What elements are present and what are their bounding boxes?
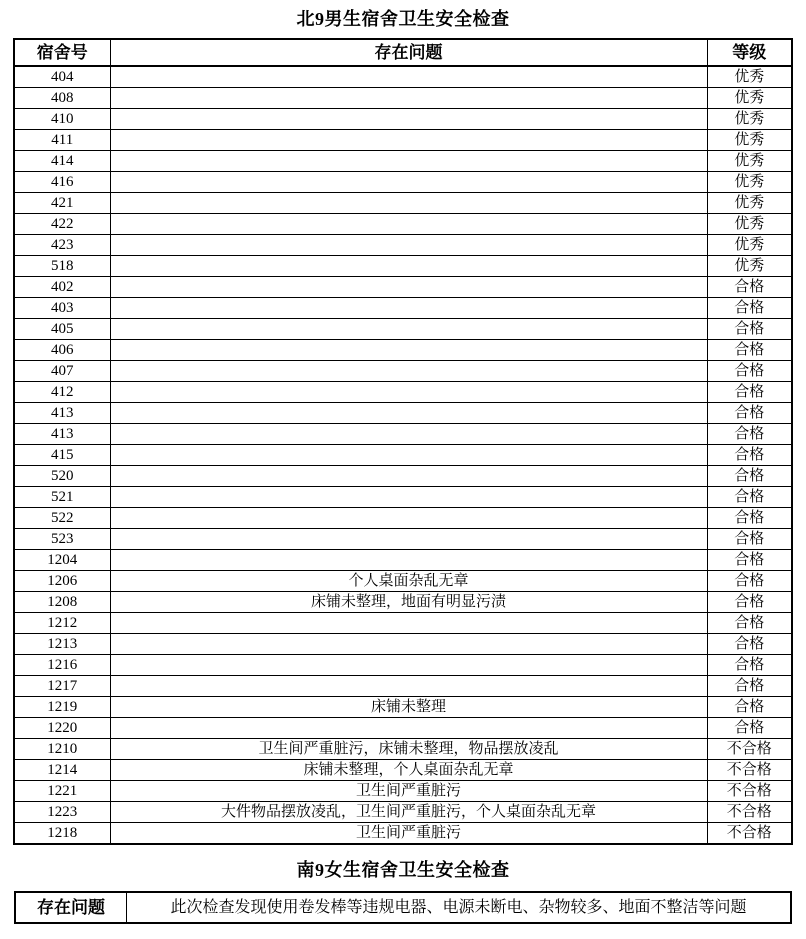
room-number-cell: 1208 xyxy=(14,592,110,613)
table-row xyxy=(14,88,792,109)
problem-cell xyxy=(110,634,707,655)
grade-cell: 合格 xyxy=(707,697,792,718)
room-number-cell: 1223 xyxy=(14,802,110,823)
room-number-cell: 403 xyxy=(14,298,110,319)
grade-cell: 合格 xyxy=(707,340,792,361)
room-number-cell: 404 xyxy=(14,66,110,88)
room-number-cell: 414 xyxy=(14,151,110,172)
grade-cell: 优秀 xyxy=(707,193,792,214)
table-row xyxy=(14,361,792,382)
problem-cell: 卫生间严重脏污，床铺未整理，物品摆放凌乱 xyxy=(110,739,707,760)
problem-cell: 床铺未整理，个人桌面杂乱无章 xyxy=(110,760,707,781)
table-row xyxy=(14,256,792,277)
room-number-cell: 406 xyxy=(14,340,110,361)
room-number-cell: 1204 xyxy=(14,550,110,571)
inspection-table-body xyxy=(14,66,792,844)
grade-cell: 合格 xyxy=(707,403,792,424)
room-number-cell: 1210 xyxy=(14,739,110,760)
room-number-cell: 402 xyxy=(14,277,110,298)
problem-cell xyxy=(110,256,707,277)
room-number-cell: 1217 xyxy=(14,676,110,697)
grade-cell: 合格 xyxy=(707,424,792,445)
column-header-grade: 等级 xyxy=(707,39,792,66)
grade-cell: 合格 xyxy=(707,529,792,550)
grade-cell: 不合格 xyxy=(707,823,792,845)
problem-cell xyxy=(110,235,707,256)
room-number-cell: 405 xyxy=(14,319,110,340)
room-number-cell: 520 xyxy=(14,466,110,487)
table-row xyxy=(14,739,792,760)
table-row xyxy=(14,508,792,529)
grade-cell: 优秀 xyxy=(707,214,792,235)
table-row xyxy=(14,760,792,781)
grade-cell: 合格 xyxy=(707,445,792,466)
grade-cell: 优秀 xyxy=(707,109,792,130)
table-row xyxy=(14,529,792,550)
table-row xyxy=(14,466,792,487)
table-row xyxy=(14,718,792,739)
problem-cell xyxy=(110,382,707,403)
problem-cell xyxy=(110,193,707,214)
grade-cell: 合格 xyxy=(707,361,792,382)
table-row xyxy=(14,424,792,445)
problem-cell xyxy=(110,718,707,739)
problem-cell xyxy=(110,298,707,319)
problem-cell xyxy=(110,277,707,298)
table-row xyxy=(14,697,792,718)
problem-cell: 个人桌面杂乱无章 xyxy=(110,571,707,592)
problem-cell xyxy=(110,655,707,676)
problem-cell xyxy=(110,172,707,193)
room-number-cell: 1214 xyxy=(14,760,110,781)
problem-cell xyxy=(110,676,707,697)
table-row xyxy=(14,823,792,845)
table-row xyxy=(14,340,792,361)
table-row xyxy=(14,487,792,508)
grade-cell: 合格 xyxy=(707,277,792,298)
grade-cell: 优秀 xyxy=(707,88,792,109)
table-row xyxy=(14,235,792,256)
grade-cell: 不合格 xyxy=(707,739,792,760)
problem-cell xyxy=(110,424,707,445)
problem-cell xyxy=(110,130,707,151)
table-row xyxy=(14,655,792,676)
problem-cell xyxy=(110,445,707,466)
room-number-cell: 422 xyxy=(14,214,110,235)
room-number-cell: 1221 xyxy=(14,781,110,802)
room-number-cell: 421 xyxy=(14,193,110,214)
grade-cell: 合格 xyxy=(707,571,792,592)
table-row xyxy=(14,613,792,634)
problem-cell xyxy=(110,214,707,235)
grade-cell: 优秀 xyxy=(707,256,792,277)
grade-cell: 优秀 xyxy=(707,235,792,256)
grade-cell: 优秀 xyxy=(707,66,792,88)
table-row xyxy=(14,592,792,613)
table-row xyxy=(14,403,792,424)
grade-cell: 优秀 xyxy=(707,151,792,172)
grade-cell: 不合格 xyxy=(707,781,792,802)
grade-cell: 不合格 xyxy=(707,802,792,823)
table1-title: 北9男生宿舍卫生安全检查 xyxy=(296,9,510,29)
problem-cell xyxy=(110,88,707,109)
grade-cell: 合格 xyxy=(707,487,792,508)
room-number-cell: 1220 xyxy=(14,718,110,739)
summary-content-cell: 此次检查发现使用卷发棒等违规电器、电源未断电、杂物较多、地面不整洁等问题 xyxy=(127,892,792,923)
room-number-cell: 415 xyxy=(14,445,110,466)
grade-cell: 合格 xyxy=(707,382,792,403)
problem-cell xyxy=(110,361,707,382)
room-number-cell: 1212 xyxy=(14,613,110,634)
room-number-cell: 411 xyxy=(14,130,110,151)
column-header-problem: 存在问题 xyxy=(110,39,707,66)
grade-cell: 合格 xyxy=(707,655,792,676)
table-row xyxy=(14,172,792,193)
table2-title: 南9女生宿舍卫生安全检查 xyxy=(296,860,510,880)
problem-cell xyxy=(110,109,707,130)
table-row xyxy=(14,66,792,88)
room-number-cell: 1218 xyxy=(14,823,110,845)
column-header-room: 宿舍号 xyxy=(14,39,110,66)
problem-cell xyxy=(110,403,707,424)
problem-cell xyxy=(110,529,707,550)
problem-cell: 床铺未整理，地面有明显污渍 xyxy=(110,592,707,613)
grade-cell: 优秀 xyxy=(707,130,792,151)
grade-cell: 优秀 xyxy=(707,172,792,193)
table-row xyxy=(14,445,792,466)
problem-cell: 大件物品摆放凌乱，卫生间严重脏污，个人桌面杂乱无章 xyxy=(110,802,707,823)
grade-cell: 合格 xyxy=(707,676,792,697)
table-row xyxy=(14,382,792,403)
table-row xyxy=(14,214,792,235)
table-row xyxy=(14,277,792,298)
table-row xyxy=(14,550,792,571)
grade-cell: 合格 xyxy=(707,613,792,634)
table-row xyxy=(14,151,792,172)
table-row xyxy=(14,634,792,655)
problem-cell xyxy=(110,466,707,487)
summary-table xyxy=(14,891,792,924)
room-number-cell: 1219 xyxy=(14,697,110,718)
room-number-cell: 1213 xyxy=(14,634,110,655)
grade-cell: 合格 xyxy=(707,298,792,319)
problem-cell xyxy=(110,613,707,634)
problem-cell: 卫生间严重脏污 xyxy=(110,823,707,845)
problem-cell xyxy=(110,66,707,88)
room-number-cell: 522 xyxy=(14,508,110,529)
room-number-cell: 1216 xyxy=(14,655,110,676)
table-row xyxy=(14,571,792,592)
grade-cell: 合格 xyxy=(707,718,792,739)
grade-cell: 不合格 xyxy=(707,760,792,781)
grade-cell: 合格 xyxy=(707,466,792,487)
problem-cell xyxy=(110,487,707,508)
grade-cell: 合格 xyxy=(707,319,792,340)
problem-cell: 卫生间严重脏污 xyxy=(110,781,707,802)
summary-row xyxy=(15,892,791,923)
room-number-cell: 413 xyxy=(14,424,110,445)
table-row xyxy=(14,319,792,340)
table-row xyxy=(14,802,792,823)
problem-cell xyxy=(110,151,707,172)
grade-cell: 合格 xyxy=(707,550,792,571)
table-row xyxy=(14,193,792,214)
inspection-table xyxy=(13,38,793,845)
problem-cell xyxy=(110,340,707,361)
table-row xyxy=(14,130,792,151)
summary-label-cell: 存在问题 xyxy=(15,892,127,923)
room-number-cell: 523 xyxy=(14,529,110,550)
room-number-cell: 521 xyxy=(14,487,110,508)
room-number-cell: 1206 xyxy=(14,571,110,592)
room-number-cell: 408 xyxy=(14,88,110,109)
grade-cell: 合格 xyxy=(707,592,792,613)
problem-cell xyxy=(110,319,707,340)
problem-cell xyxy=(110,508,707,529)
room-number-cell: 410 xyxy=(14,109,110,130)
room-number-cell: 518 xyxy=(14,256,110,277)
table-row xyxy=(14,298,792,319)
room-number-cell: 423 xyxy=(14,235,110,256)
inspection-table-header-row xyxy=(14,39,792,66)
table-row xyxy=(14,676,792,697)
room-number-cell: 407 xyxy=(14,361,110,382)
table-row xyxy=(14,109,792,130)
grade-cell: 合格 xyxy=(707,634,792,655)
table-row xyxy=(14,781,792,802)
problem-cell xyxy=(110,550,707,571)
problem-cell: 床铺未整理 xyxy=(110,697,707,718)
grade-cell: 合格 xyxy=(707,508,792,529)
room-number-cell: 413 xyxy=(14,403,110,424)
room-number-cell: 412 xyxy=(14,382,110,403)
room-number-cell: 416 xyxy=(14,172,110,193)
